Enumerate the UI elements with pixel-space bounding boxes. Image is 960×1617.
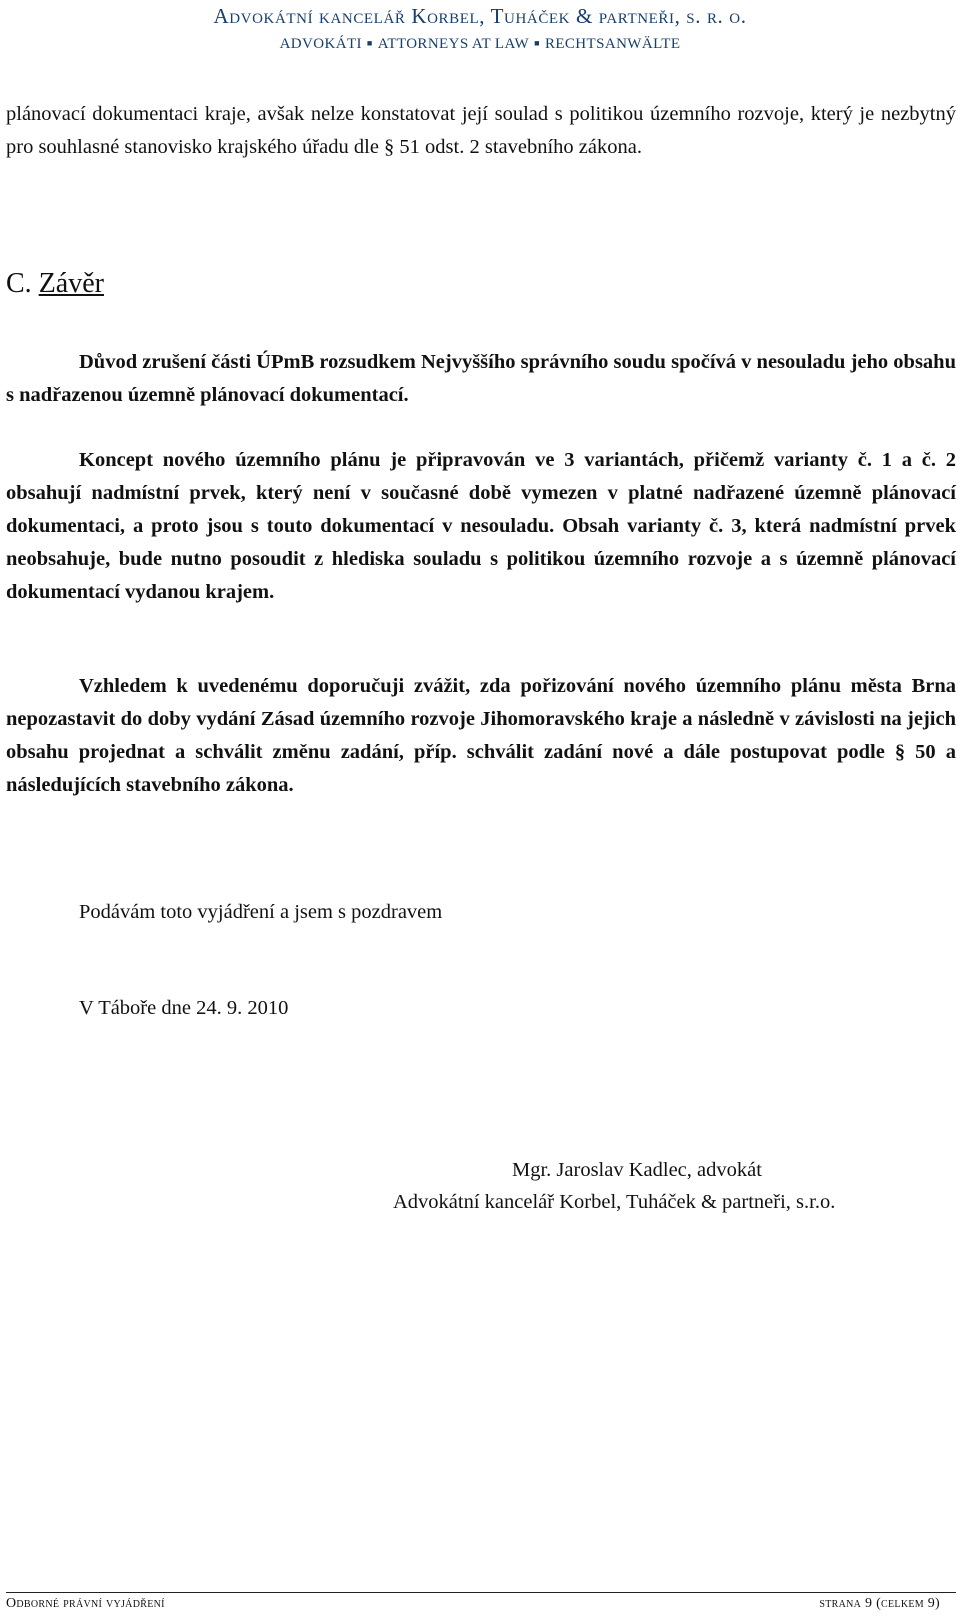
footer-document-title: Odborné právní vyjádření: [6, 1596, 165, 1611]
letterhead-subtitle-part: ATTORNEYS AT LAW: [377, 36, 530, 52]
separator-square-icon: ■: [534, 38, 540, 48]
paragraph-continuation: plánovací dokumentaci kraje, avšak nelze konstatovat její soulad s politikou územního rozvoje, který je nezbytný pro souhlasné stanovisko krajského úřadu dle § 51 odst. 2 stavebního zákona.: [6, 103, 956, 158]
signature-firm: Advokátní kancelář Korbel, Tuháček & partneři, s.r.o.: [393, 1191, 836, 1213]
closing-greeting: Podávám toto vyjádření a jsem s pozdravem: [79, 901, 443, 923]
footer-divider: [6, 1592, 956, 1593]
place-and-date: V Táboře dne 24. 9. 2010: [79, 997, 289, 1019]
letterhead-subtitle-part: ADVOKÁTI: [279, 36, 362, 52]
letterhead-firm-name: Advokátní kancelář Korbel, Tuháček & partneři, s. r. o.: [213, 4, 747, 28]
paragraph-recommendation: Vzhledem k uvedenému doporučuji zvážit, zda pořizování nového územního plánu města Brna nepozastavit do doby vydání Zásad územního rozvoje Jihomoravského kraje a následně v závislosti na jejich obsahu projednat a schválit změnu zadání, příp. schválit zadání nové a dále postupovat podle § 50 a následujících stavebního zákona.: [6, 675, 956, 796]
section-heading: [6, 268, 104, 300]
letterhead-subtitle: [0, 36, 960, 53]
separator-square-icon: ■: [366, 38, 373, 48]
section-heading-title: Závěr: [38, 268, 104, 299]
section-heading-prefix: C.: [6, 268, 32, 299]
paragraph-concept: Koncept nového územního plánu je připravován ve 3 variantách, přičemž varianty č. 1 a č. 2 obsahují nadmístní prvek, který není v současné době vymezen v platné nadřazené územně plánovací dokumentaci, a proto jsou s touto dokumentací v nesouladu. Obsah varianty č. 3, která nadmístní prvek neobsahuje, bude nutno posoudit z hlediska souladu s politikou územního rozvoje a s územně plánovací dokumentací vydanou krajem.: [6, 449, 956, 603]
paragraph-reason: Důvod zrušení části ÚPmB rozsudkem Nejvyššího správního soudu spočívá v nesouladu jeho obsahu s nadřazenou územně plánovací dokumentací.: [6, 351, 956, 406]
signature-name: Mgr. Jaroslav Kadlec, advokát: [512, 1159, 762, 1181]
letterhead-subtitle-part: RECHTSANWÄLTE: [544, 36, 681, 52]
footer-page-number: strana 9 (celkem 9): [819, 1596, 940, 1611]
